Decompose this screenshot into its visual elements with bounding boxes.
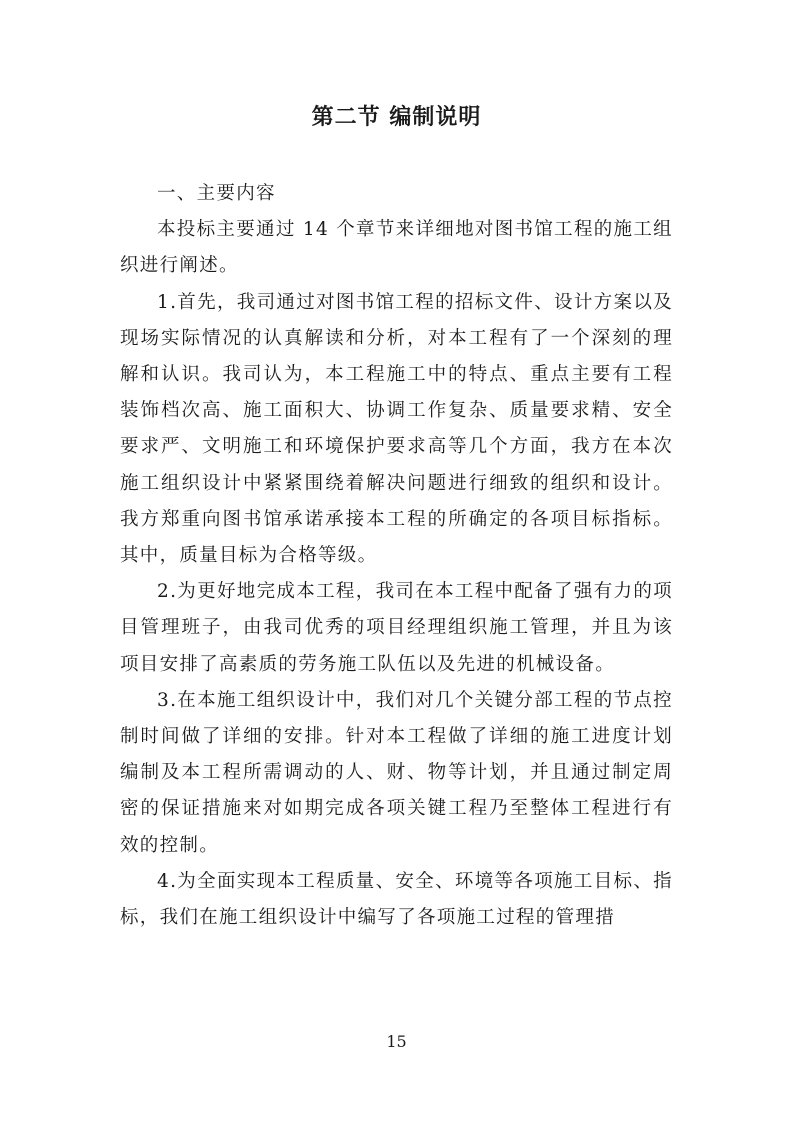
section-title: 第二节 编制说明 xyxy=(311,105,482,130)
paragraph-item-2: 2.为更好地完成本工程，我司在本工程中配备了强有力的项目管理班子，由我司优秀的项目经理组织施工管理，并且为该项目安排了高素质的劳务施工队伍以及先进的机械设备。 xyxy=(120,581,673,675)
paragraph-item-3: 3.在本施工组织设计中，我们对几个关键分部工程的节点控制时间做了详细的安排。针对本工程做了详细的施工进度计划编制及本工程所需调动的人、财、物等计划，并且通过制定周密的保证措施来对如期完成各项关键工程乃至整体工程进行有效的控制。 xyxy=(120,689,673,856)
paragraph-item-4: 4.为全面实现本工程质量、安全、环境等各项施工目标、指标，我们在施工组织设计中编写了各项施工过程的管理措 xyxy=(120,870,673,929)
page-number: 15 xyxy=(386,1032,407,1051)
section-heading: 一、主要内容 xyxy=(157,183,276,204)
paragraph-item-1: 1.首先，我司通过对图书馆工程的招标文件、设计方案以及现场实际情况的认真解读和分析，对本工程有了一个深刻的理解和认识。我司认为，本工程施工中的特点、重点主要有工程装饰档次高、施工面积大、协调工作复杂、质量要求精、安全要求严、文明施工和环境保护要求高等几个方面，我方在本次施工组织设计中紧紧围绕着解决问题进行细致的组织和设计。我方郑重向图书馆承诺承接本工程的所确定的各项目标指标。其中，质量目标为合格等级。 xyxy=(120,291,673,567)
document-body xyxy=(120,176,673,936)
paragraph-intro: 本投标主要通过 14 个章节来详细地对图书馆工程的施工组织进行阐述。 xyxy=(120,219,673,277)
